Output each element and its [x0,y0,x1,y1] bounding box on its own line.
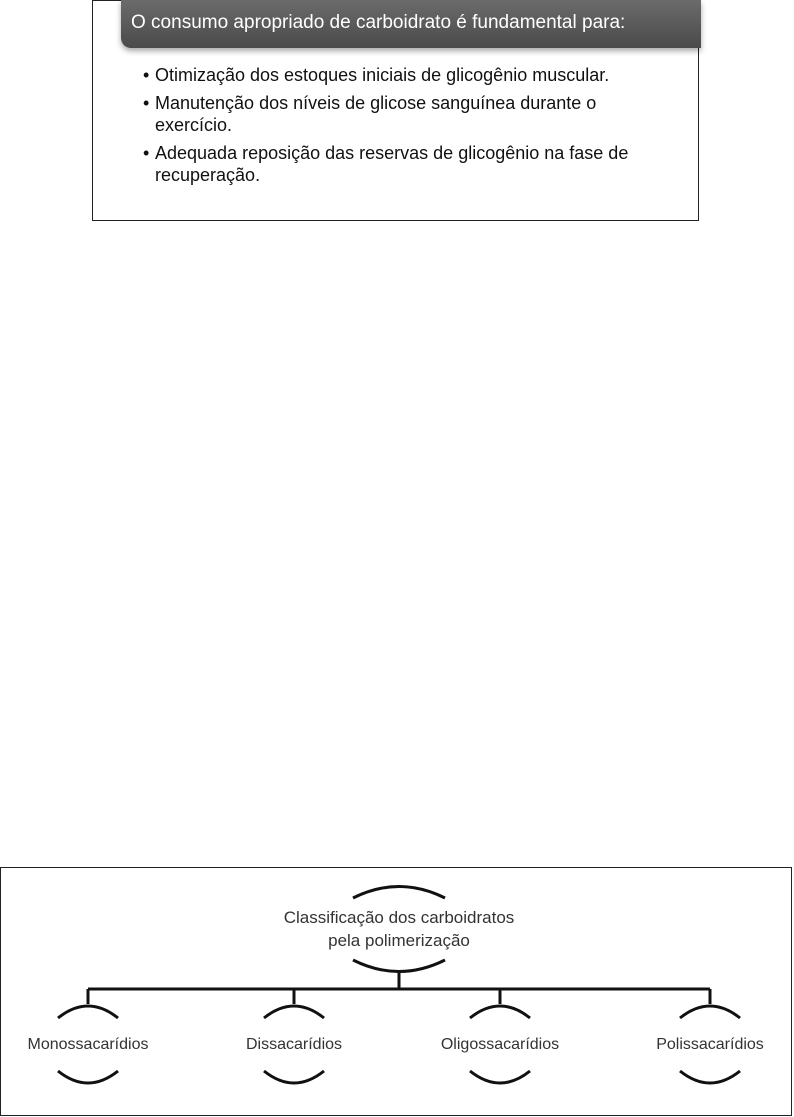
child-node-dissacaridios: Dissacarídios [245,1036,343,1053]
root-label-line-1: Classificação dos carboidratos [283,908,515,927]
child-bottom-arc [680,1071,740,1083]
bullet-icon: • [143,65,150,85]
child-bottom-arc [58,1071,118,1083]
root-bottom-arc [353,960,445,972]
classification-diagram [0,867,792,1116]
root-top-arc [353,887,445,899]
child-top-arc [264,1006,324,1018]
callout-bullet-list [143,64,663,192]
list-item-text: Manutenção dos níveis de glicose sanguínea durante o exercício. [155,93,597,135]
callout-title: O consumo apropriado de carboidrato é fundamental para: [121,0,701,48]
child-top-arc [470,1006,530,1018]
child-bottom-arc [470,1071,530,1083]
child-node-polissacaridios: Polissacarídios [656,1036,764,1053]
bullet-icon: • [143,93,150,113]
child-node-monossacaridios: Monossacarídios [27,1036,149,1053]
bullet-icon: • [143,143,150,163]
child-top-arc [58,1006,118,1018]
list-item-text: Adequada reposição das reservas de glicogênio na fase de recuperação. [155,143,629,185]
child-node-oligossacaridios: Oligossacarídios [440,1036,560,1053]
root-node-label [249,906,549,952]
list-item [143,92,663,136]
callout-corner-line [92,0,122,24]
root-label-line-2: pela polimerização [328,931,470,950]
nutrition-callout-box [92,0,699,221]
list-item-text: Otimização dos estoques iniciais de glicogênio muscular. [155,65,610,85]
list-item [143,64,663,86]
child-top-arc [680,1006,740,1018]
child-bottom-arc [264,1071,324,1083]
list-item [143,142,663,186]
